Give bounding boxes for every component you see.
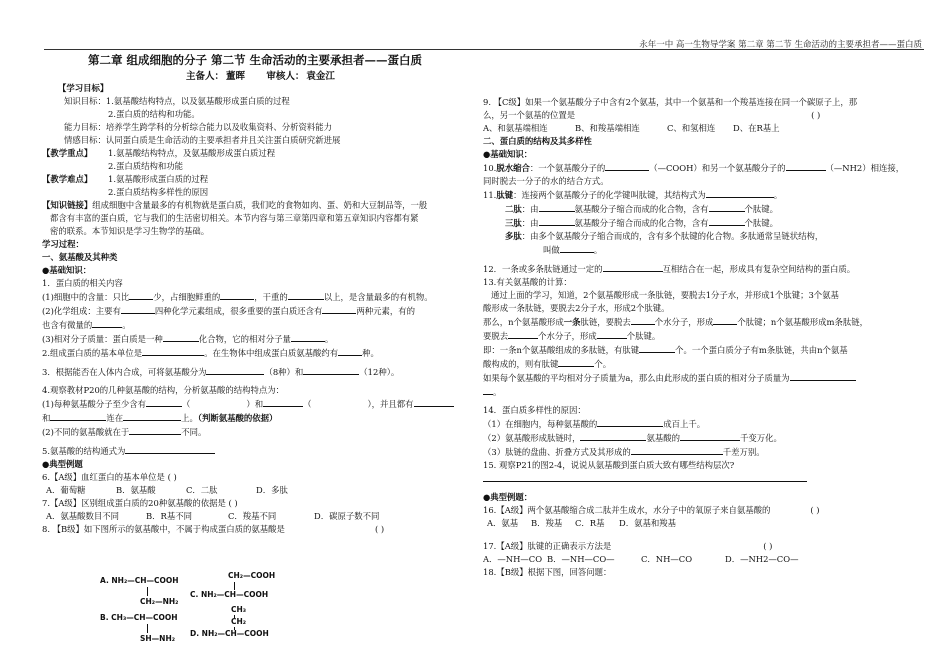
difficulty-row-1 (42, 173, 472, 186)
focus-item-2: 2.蛋白质结构和功能 (108, 161, 183, 171)
q1-composition-line-2: 也含有微量的 。 (42, 320, 131, 330)
reviewer-label: 审核人： (266, 71, 305, 82)
blank[interactable] (539, 216, 575, 226)
bond-a (147, 587, 148, 596)
chem-option-c-top: CH₂—COOH (228, 571, 276, 580)
section-2-heading: 二、蛋白质的结构及其多样性 (483, 136, 592, 146)
blank[interactable] (338, 346, 362, 356)
editor-name: 董晖 (226, 71, 246, 82)
blank[interactable] (121, 304, 155, 314)
difficulty-heading: 【教学难点】 (42, 174, 93, 184)
option[interactable]: D．碳原子数不同 (314, 511, 380, 521)
q13-line-7: 如果每个氨基酸的平均相对分子质量为a，那么由此形成的蛋白质的相对分子质量为 (483, 371, 915, 385)
blank[interactable] (597, 417, 663, 427)
blank[interactable] (790, 371, 856, 381)
blank[interactable] (558, 357, 594, 367)
focus-heading: 【教学重点】 (42, 148, 93, 158)
q4-line-2: 和 连在 上。（判断氨基酸的依据） (42, 413, 278, 423)
chem-option-b-sub: SH—NH₂ (140, 634, 176, 643)
option[interactable]: C、和氢相连 (667, 123, 716, 133)
q13-line-1: 通过上面的学习，知道，2个氨基酸形成一条肽链，要脱去1分子水，并形成1个肽键；3个氨基 (491, 290, 839, 300)
option[interactable]: A．—NH—CO (483, 554, 543, 564)
option[interactable]: C．R基 (575, 518, 605, 528)
blank[interactable] (125, 444, 215, 454)
blank[interactable] (631, 315, 655, 325)
example-18: 18.【B级】根据下图，回答问题： (483, 567, 612, 577)
option[interactable]: C．羧基不同 (228, 511, 277, 521)
process-heading: 学习过程： (42, 239, 84, 249)
blank[interactable] (322, 304, 356, 314)
tripeptide-line: 三肽：由 氨基酸分子缩合而成的化合物，含有 个肽键。 (505, 218, 778, 228)
left-column (42, 82, 472, 536)
objective-knowledge-1: 知识目标：1.氨基酸结构特点，以及氨基酸形成蛋白质的过程 (64, 96, 290, 106)
chem-option-d-mid: CH₂ (231, 617, 247, 626)
q1-composition-line: (2)化学组成：主要有 四种化学元素组成，很多重要的蛋白质还含有 两种元素，有的 (42, 306, 415, 316)
typical-examples-heading: ●典型例题 (42, 459, 83, 469)
q10-line: 10.脱水缩合：一个氨基酸分子的 （—COOH）和另一个氨基酸分子的 （—NH2）相连接， (483, 163, 905, 173)
blank[interactable] (709, 216, 745, 226)
blank[interactable] (483, 385, 493, 395)
blank[interactable] (414, 397, 454, 407)
blank[interactable] (631, 445, 723, 455)
q12-line: 12．一条或多条肽链通过一定的 互相结合在一起，形成具有复杂空间结构的蛋白质。 (483, 264, 856, 274)
bond-b (147, 624, 148, 633)
editor-label: 主备人： (186, 71, 225, 82)
option[interactable]: B．氨基酸 (116, 485, 156, 495)
option[interactable]: D．—NH2—CO— (725, 554, 799, 564)
q13-line-3: 那么，n个氨基酸形成一条肽链，要脱去 个水分子，形成 个肽键；n个氨基酸形成m条肽链， (483, 317, 868, 327)
blank[interactable] (123, 411, 181, 421)
blank[interactable] (713, 315, 737, 325)
option[interactable]: D．多肽 (256, 485, 288, 495)
link-line-3: 密的联系。本节知识是学习生物学的基础。 (50, 226, 210, 236)
option[interactable]: A．氨基酸数目不同 (46, 511, 120, 521)
example-7: 7.【A级】区别组成蛋白质的20种氨基酸的依据是 ( ) (42, 498, 238, 508)
blank[interactable] (220, 290, 254, 300)
q13-line-8: 。 (483, 385, 915, 399)
authors-line (186, 68, 337, 82)
option[interactable]: B．羧基 (531, 518, 563, 528)
question-9-line-1: 9. 【C级】如果一个氨基酸分子中含有2个氨基，其中一个氨基和一个羧基连接在同一个碳原子上，那 (483, 97, 858, 107)
blank[interactable] (291, 332, 325, 342)
blank[interactable] (709, 202, 745, 212)
page-title: 第二章 组成细胞的分子 第二节 生命活动的主要承担者——蛋白质 (88, 53, 423, 67)
objective-knowledge-2: 2.蛋白质的结构和功能。 (108, 109, 200, 119)
option[interactable]: A．葡萄糖 (46, 485, 86, 495)
chem-option-d: D. NH₂—CH—COOH (190, 629, 269, 638)
blank[interactable] (580, 431, 646, 441)
blank[interactable] (605, 161, 649, 171)
basic-knowledge-heading: ●基础知识： (42, 265, 92, 275)
blank[interactable] (539, 202, 575, 212)
q14-line-1: （1）在细胞内，每种氨基酸的 成百上千。 (483, 419, 706, 429)
q13-line-4: 要脱去 个水分子，形成 个肽键。 (483, 331, 661, 341)
blank[interactable] (786, 161, 826, 171)
q14-line-2: （2）氨基酸形成肽链时， 氨基酸的 千变万化。 (483, 433, 782, 443)
q13-line-5: 即：一条n个氨基酸组成的多肽链，有肽键 个。一个蛋白质分子有m条肽链，共由n个氨基 (483, 345, 848, 355)
link-line-2: 都含有丰富的蛋白质，它与我们的生活密切相关。本节内容与第三章第四章和第五章知识内容都有紧 (50, 213, 419, 223)
q10-line-2: 同时脱去一分子的水的结合方式。 (483, 176, 609, 186)
blank[interactable] (92, 318, 122, 328)
reviewer-name: 袁金江 (306, 71, 335, 82)
focus-item-1: 1.氨基酸结构特点，及氨基酸形成蛋白质过程 (108, 148, 276, 158)
q4-heading: 4.观察教材P20的几种氨基酸的结构，分析氨基酸的结构特点为： (42, 385, 285, 395)
option[interactable]: A．氨基 (487, 518, 519, 528)
q4-line-1: (1)每种氨基酸分子至少含有 （ ）和 （ ），并且都有 (42, 397, 472, 411)
objective-ability: 能力目标：培养学生跨学科的分析综合能力以及收集资料、分析资料能力 (64, 122, 332, 132)
blank[interactable] (303, 365, 359, 375)
chem-option-b: B. CH₃—CH—COOH (100, 613, 178, 622)
section-1-heading: 一、氨基酸及其种类 (42, 252, 118, 262)
option[interactable]: C．NH—CO (641, 554, 693, 564)
example-16: 16.【A级】两个氨基酸缩合成二肽并生成水，水分子中的氧原子来自氨基酸的 ( ) (483, 505, 820, 515)
example-6: 6.【A级】血红蛋白的基本单位是 ( ) (42, 472, 177, 482)
blank[interactable] (288, 290, 324, 300)
link-heading: 【知识链接】 (42, 200, 93, 210)
blank[interactable] (680, 431, 740, 441)
q5-line: 5.氨基酸的结构通式为 (42, 444, 472, 458)
typical-examples-heading-2: ●典型例题： (483, 492, 533, 502)
blank[interactable] (263, 397, 303, 407)
answer-blank[interactable] (483, 472, 807, 482)
question-9-line-2: 么，另一个氨基的位置是 ( ) (483, 110, 821, 120)
running-header: 永年一中 高一生物导学案 第二章 第二节 生命活动的主要承担者——蛋白质 (639, 40, 922, 50)
q14-line-3: （3）肽链的盘曲、折叠方式及其形成的 千差万别。 (483, 447, 765, 457)
objectives-heading: 【学习目标】 (58, 83, 109, 93)
objective-emotion: 情感目标：认同蛋白质是生命活动的主要承担者并且关注蛋白质研究新进展 (64, 135, 341, 145)
blank[interactable] (146, 397, 182, 407)
q14-heading: 14．蛋白质多样性的原因： (483, 405, 586, 415)
polypeptide-line-2: 叫做 。 (543, 245, 603, 255)
q1-content-line: (1)细胞中的含量：只比 少，占细胞鲜重的 ，干重的 以上，是含量最多的有机物。 (42, 292, 433, 302)
option[interactable]: D．氨基和羧基 (619, 518, 676, 528)
q11-line: 11.肽键：连接两个氨基酸分子的化学键叫肽键，其结构式为 。 (483, 190, 783, 200)
blank[interactable] (142, 346, 204, 356)
q13-line-6: 酸构成的，则有肽键 个。 (483, 359, 612, 369)
q4-line-3: (2)不同的氨基酸就在于 不同。 (42, 427, 207, 437)
q1-heading: 1．蛋白质的相关内容 (42, 278, 123, 288)
blank[interactable] (597, 329, 627, 339)
blank[interactable] (639, 343, 675, 353)
difficulty-item-1: 1.氨基酸形成蛋白质的过程 (108, 174, 209, 184)
blank[interactable] (50, 411, 106, 421)
polypeptide-line: 多肽：由多个氨基酸分子缩合而成的，含有多个肽键的化合物。多肽通常呈链状结构， (505, 231, 824, 241)
example-17: 17.【A级】肽键的正确表示方法是 ( ) (483, 541, 773, 551)
blank[interactable] (603, 262, 663, 272)
dipeptide-line: 二肽：由 氨基酸分子缩合而成的化合物，含有 个肽键。 (505, 204, 778, 214)
q2-line: 2.组成蛋白质的基本单位是 。在生物体中组成蛋白质氨基酸约有 种。 (42, 348, 379, 358)
option[interactable]: B．R基不同 (146, 511, 192, 521)
focus-row-1 (42, 147, 472, 160)
blank[interactable] (206, 365, 264, 375)
example-17-options (483, 553, 915, 566)
example-8: 8. 【B级】如下图所示的氨基酸中，不属于构成蛋白质的氨基酸是 ( ) (42, 524, 385, 534)
q3-line: 3．根据能否在人体内合成，可将氨基酸分为 （8种）和 （12种）。 (42, 367, 400, 377)
question-9-options (483, 122, 915, 135)
example-7-options (42, 510, 472, 523)
example-6-options (42, 484, 472, 497)
right-column (483, 96, 915, 579)
q13-heading: 13.有关氨基酸的计算： (483, 277, 572, 287)
link-line-1: 【知识链接】组成细胞中含量最多的有机物就是蛋白质，我们吃的食物如肉、蛋、奶和大豆制品等，一般 (42, 200, 428, 210)
q13-line-2: 酸形成一条肽链，要脱去2分子水，形成2个肽键。 (483, 303, 670, 313)
q15-line: 15. 观察P21的图2-4，说说从氨基酸到蛋白质大致有哪些结构层次? (483, 460, 735, 470)
chem-option-c: C. NH₂—CH—COOH (190, 590, 269, 599)
example-16-options (483, 517, 915, 530)
q1-mass-line: (3)相对分子质量：蛋白质是一种 化合物，它的相对分子量 。 (42, 334, 334, 344)
blank[interactable] (129, 425, 181, 435)
blank[interactable] (508, 329, 538, 339)
option[interactable]: D、在R基上 (733, 123, 780, 133)
basic-knowledge-heading-2: ●基础知识： (483, 149, 533, 159)
blank[interactable] (163, 332, 199, 342)
q15-answer-line (483, 472, 915, 486)
bond-c (234, 582, 235, 590)
blank[interactable] (129, 290, 153, 300)
blank[interactable] (706, 188, 774, 198)
header-rule (44, 49, 924, 50)
chem-option-a: A. NH₂—CH—COOH (100, 576, 179, 585)
option[interactable]: C．二肽 (186, 485, 218, 495)
chem-option-a-sub: CH₂—NH₂ (140, 597, 179, 606)
option[interactable]: B、和羧基端相连 (575, 123, 640, 133)
chem-option-d-top: CH₃ (231, 605, 247, 614)
option[interactable]: B．—NH—CO— (547, 554, 615, 564)
blank[interactable] (560, 243, 594, 253)
option[interactable]: A、和氨基端相连 (483, 123, 548, 133)
difficulty-item-2: 2.蛋白质结构多样性的原因 (108, 187, 209, 197)
